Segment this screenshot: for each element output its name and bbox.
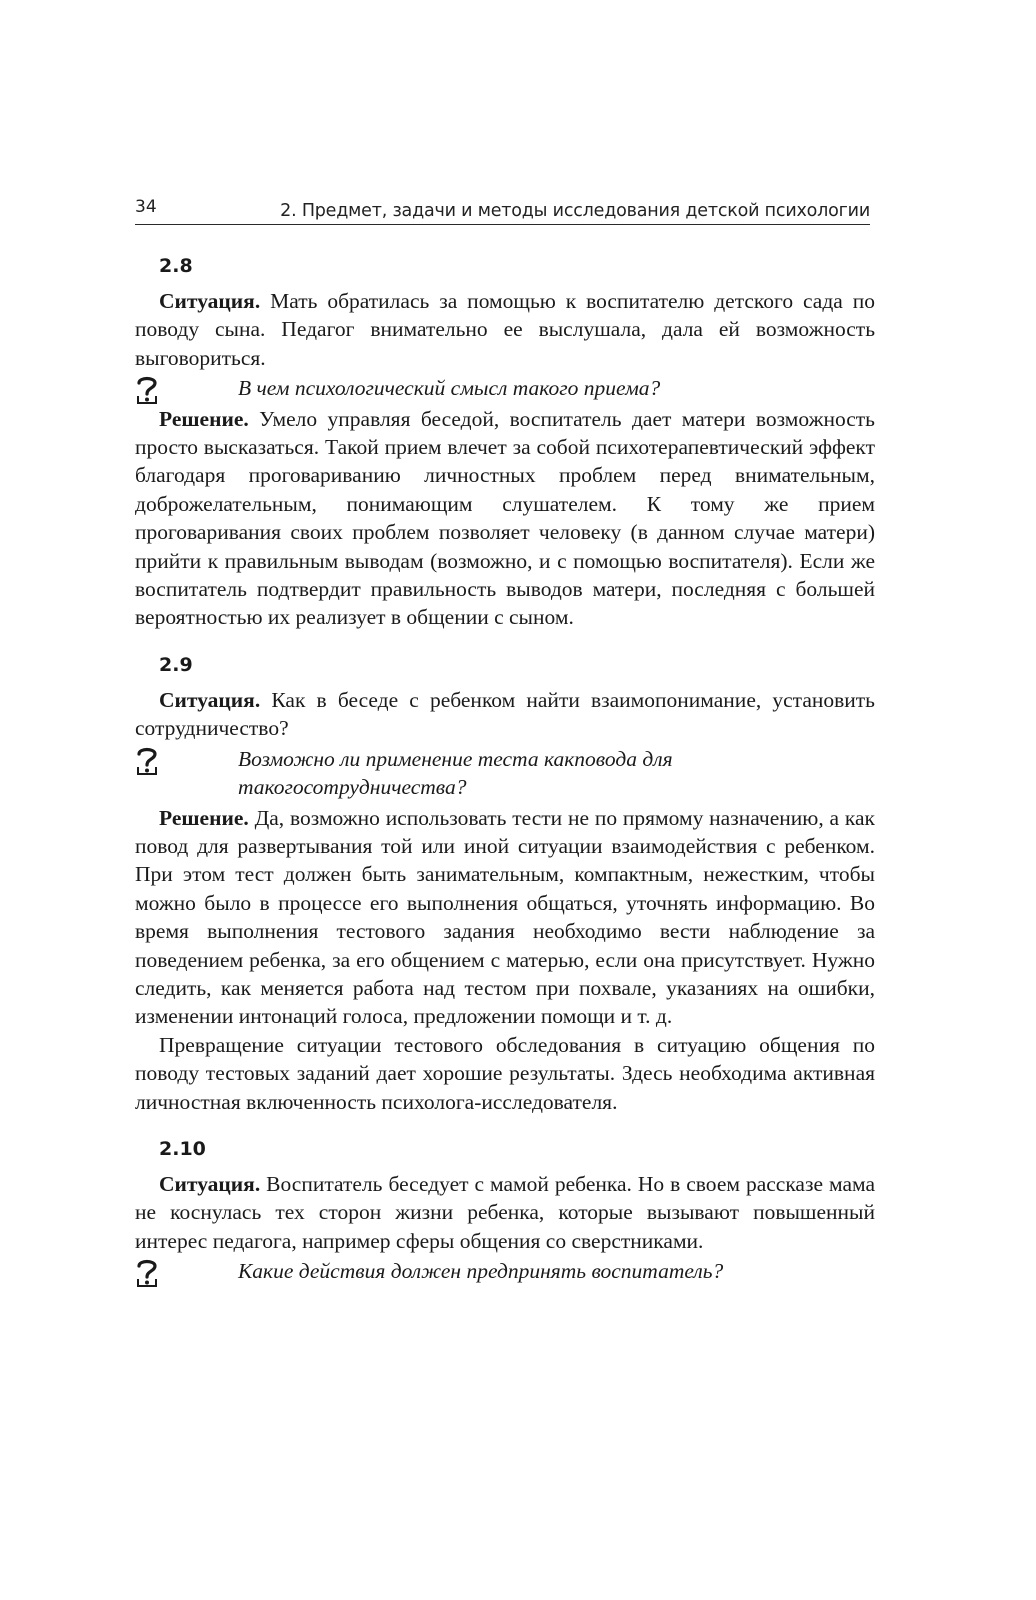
section-2-9 xyxy=(135,651,875,1116)
chapter-title: 2. Предмет, задачи и методы исследования детской психологии xyxy=(280,201,870,221)
section-number: 2.9 xyxy=(159,653,193,676)
question-mark-icon xyxy=(135,1257,159,1289)
solution-text: Умело управляя беседой, воспитатель дает матери возможность просто высказаться. Такой прием влечет за собой психотерапевтический эффект благодаря проговариванию личностных проблем перед внимательным, доброжелательным, понимающим слушателем. К тому же прием проговаривания своих проблем позволяет человеку (в данном случае матери) прийти к правильным выводам (возможно, и с помощью воспитателя). Если же воспитатель подтвердит правильность выводов матери, последняя с большей вероятностью их реализует в общении с сыном. xyxy=(135,406,875,630)
section-2-10 xyxy=(135,1135,875,1286)
question-mark-icon xyxy=(135,374,159,406)
page-content xyxy=(135,252,875,1305)
solution-label: Решение. xyxy=(159,805,249,830)
solution-paragraph xyxy=(135,804,875,1031)
situation-text: Воспитатель беседует с мамой ребенка. Но в своем рассказе мама не коснулась тех сторон жизни ребенка, которые вызывают повышенный интерес педагога, например сферы общения со сверстниками. xyxy=(135,1171,875,1253)
question-block xyxy=(135,1257,875,1285)
situation-text: Как в беседе с ребенком найти взаимопонимание, установить сотрудничество? xyxy=(135,687,875,741)
running-head xyxy=(135,196,870,225)
solution-paragraph xyxy=(135,405,875,632)
question-block xyxy=(135,745,875,802)
situation-text: Мать обратилась за помощью к воспитателю детского сада по поводу сына. Педагог внимательно ее выслушала, дала ей возможность выговориться. xyxy=(135,289,875,370)
question-mark-icon xyxy=(135,745,159,777)
section-2-8 xyxy=(135,252,875,632)
situation-label: Ситуация. xyxy=(159,687,261,712)
situation-paragraph xyxy=(135,1170,875,1255)
body-paragraph: Превращение ситуации тестового обследования в ситуацию общения по поводу тестовых заданий дает хорошие результаты. Здесь необходима активная личностная включенность психолога-исследователя. xyxy=(135,1032,875,1114)
question-block xyxy=(135,374,875,402)
solution-label: Решение. xyxy=(159,406,249,431)
section-number: 2.8 xyxy=(159,255,193,277)
situation-paragraph xyxy=(135,287,875,372)
situation-label: Ситуация. xyxy=(159,289,261,313)
section-number: 2.10 xyxy=(159,1137,206,1160)
question-text: В чем психологический смысл такого приема? xyxy=(238,376,661,401)
question-text: Возможно ли применение теста какповода для такогосотрудничества? xyxy=(238,746,673,800)
situation-label: Ситуация. xyxy=(159,1171,261,1196)
solution-text: Да, возможно использовать тести не по прямому назначению, а как повод для развертывания той или иной ситуации взаимодействия с ребенком. При этом тест должен быть занимательным, компактным, нежестким, чтобы можно было в процессе его выполнения общаться, уточнять информацию. Во время выполнения тестового задания необходимо вести наблюдение за поведением ребенка, за его общением с матерью, если она присутствует. Нужно следить, как меняется работа над тестом при похвале, указаниях на ошибки, изменении интонаций голоса, предложении помощи и т. д. xyxy=(135,805,875,1029)
page-number: 34 xyxy=(135,197,157,217)
situation-paragraph xyxy=(135,686,875,743)
question-text: Какие действия должен предпринять воспитатель? xyxy=(238,1259,724,1284)
